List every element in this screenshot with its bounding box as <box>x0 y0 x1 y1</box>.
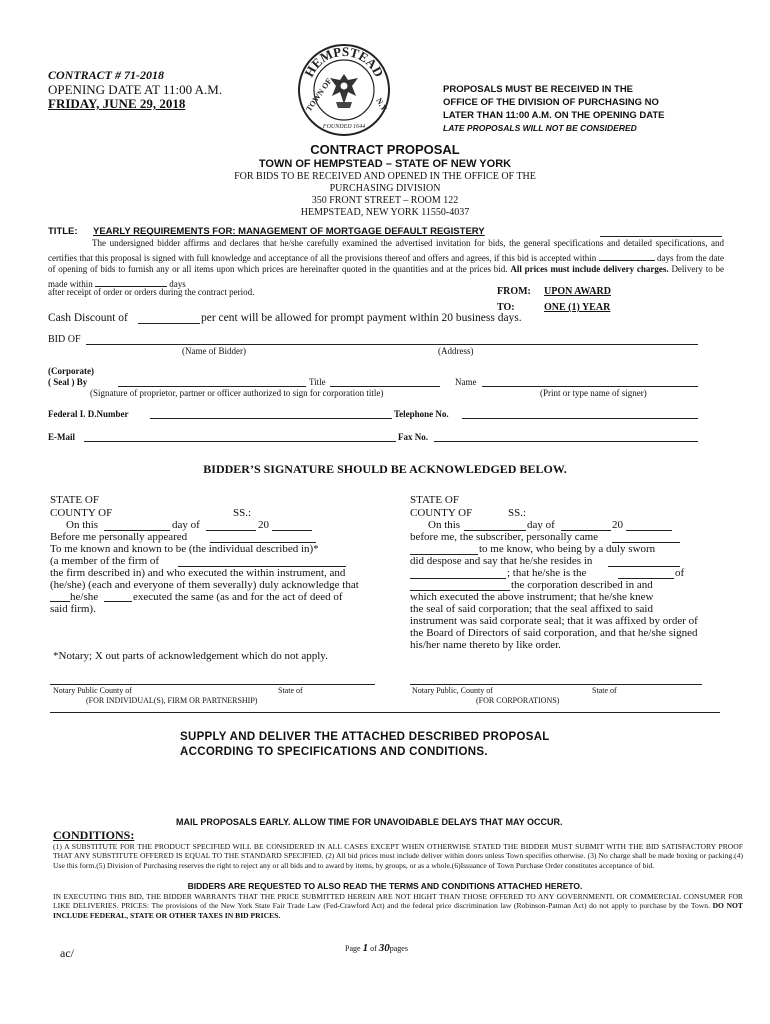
to-label: TO: <box>497 302 515 313</box>
telephone-label: Telephone No. <box>394 409 449 419</box>
cash-discount-text: per cent will be allowed for prompt payment within 20 business days. <box>201 312 522 324</box>
delivery-charges-note: All prices must include delivery charges. <box>510 264 669 274</box>
notice-line-2: OFFICE OF THE DIVISION OF PURCHASING NO <box>443 97 659 108</box>
title-field[interactable] <box>330 386 440 387</box>
mail-early-notice: MAIL PROPOSALS EARLY. ALLOW TIME FOR UNAVOIDABLE DELAYS THAT MAY OCCUR. <box>176 817 563 827</box>
left-notary-for: (FOR INDIVIDUAL(S), FIRM OR PARTNERSHIP) <box>86 696 258 705</box>
name-field-label: Name <box>455 377 477 387</box>
delivery-days-field[interactable] <box>95 276 167 287</box>
footer-initials: ac/ <box>60 946 74 960</box>
left-he-she-blank-2[interactable] <box>104 601 132 602</box>
town-heading: TOWN OF HEMPSTEAD – STATE OF NEW YORK <box>258 158 512 170</box>
signature-caption: (Signature of proprietor, partner or officer authorized to sign for corporation title) <box>90 388 384 398</box>
right-line-4: ; that he/she is the <box>507 567 587 579</box>
affirmation-text: The undersigned bidder affirms and declares that he/she carefully examined the advertised invitation for bids, the general specifications and detailed specifications, and certifies that this proposal is signed with full knowledge and acceptance of all the provisions thereof and offers and agrees, if this bid is accepted within <box>48 238 724 263</box>
right-line-5: the corporation described in and <box>511 579 653 591</box>
left-state-label: STATE OF <box>50 494 99 506</box>
right-resides-field[interactable] <box>608 566 680 567</box>
right-line-10: his/her name thereto by like order. <box>410 639 561 651</box>
right-resides-field-2[interactable] <box>410 578 506 579</box>
right-year-field[interactable] <box>626 530 672 531</box>
left-line-1: Before me personally appeared <box>50 531 188 543</box>
seal-by-label: ( Seal ) By <box>48 377 88 387</box>
right-on-this: On this <box>428 519 461 531</box>
left-ss-label: SS.: <box>233 507 252 519</box>
left-line-4: the firm described in) and who executed the within instrument, and <box>50 567 346 579</box>
name-of-bidder-caption: (Name of Bidder) <box>182 346 246 356</box>
left-notary-signature-field[interactable] <box>50 684 375 685</box>
section-divider <box>50 712 720 713</box>
bid-location-line-3: 350 FRONT STREET – ROOM 122 <box>311 195 459 206</box>
title-field-label: Title <box>309 377 326 387</box>
right-line-8: instrument was said corporate seal; that it was affixed by order of <box>410 615 698 627</box>
right-line-7: the seal of said corporation; that the seal affixed to said <box>410 603 653 615</box>
seal-left-text: TOWN OF <box>304 76 334 114</box>
bid-of-label: BID OF <box>48 334 81 345</box>
left-line-2: To me known and known to be (the individual described in)* <box>50 543 319 555</box>
affirmation-text-2: days from the date of opening of bids to furnish any or all items upon which prices are hereinafter quoted in the quantities and at the prices bid. <box>48 252 725 274</box>
print-name-caption: (Print or type name of signer) <box>540 388 647 398</box>
right-line-9: the Board of Directors of said corporation, and that he/she signed <box>410 627 698 639</box>
fax-label: Fax No. <box>398 432 428 442</box>
contract-number: CONTRACT # 71-2018 <box>48 68 165 82</box>
acceptance-days-field[interactable] <box>599 250 655 261</box>
notice-line-4: LATE PROPOSALS WILL NOT BE CONSIDERED <box>443 123 637 133</box>
email-label: E-Mail <box>48 432 75 442</box>
right-year-label: 20 <box>612 519 623 531</box>
to-value: ONE (1) YEAR <box>544 302 611 313</box>
right-notary-state: State of <box>592 686 617 695</box>
bidders-request-note: BIDDERS ARE REQUESTED TO ALSO READ THE TERMS AND CONDITIONS ATTACHED HERETO. <box>187 881 583 891</box>
left-line-6b: executed the same (as and for the act of deed of <box>133 591 343 603</box>
proposal-title: YEARLY REQUIREMENTS FOR: MANAGEMENT OF MORTGAGE DEFAULT REGISTERY <box>93 226 485 237</box>
left-line-6a: he/she <box>70 591 99 603</box>
corporate-label: (Corporate) <box>48 366 94 376</box>
email-field[interactable] <box>84 441 396 442</box>
left-line-5: (he/she) (each and everyone of them severally) duly acknowledge that <box>50 579 359 591</box>
conditions-paragraph-1: (1) A SUBSTITUTE FOR THE PRODUCT SPECIFIED WILL BE CONSIDERED IN ALL CASES EXCEPT WHEN OTHERWISE STATED THE BIDDER MUST SUBMIT WITH THE BID SATISFACTORY PROOF THAT ANY SUBSTITUTE OFFERED IS EQUAL TO THE STANDARD SPECIFIED. (2) All bid prices must include deliver within doors unless Town specifies otherwise. (3) No charge shall be made boxing or packing.(4) Use this form.(5) Division of Purchasing reserves the right to reject any or all bids and to award by items, by groups, or as a whole.(6)Issuance of Town Purchase Order constitutes acceptance of bid. <box>53 842 743 870</box>
acknowledgement-heading: BIDDER’S SIGNATURE SHOULD BE ACKNOWLEDGED BELOW. <box>203 462 567 476</box>
right-day-of: day of <box>527 519 555 531</box>
page-title: CONTRACT PROPOSAL <box>310 142 460 157</box>
right-notary-for: (FOR CORPORATIONS) <box>476 696 560 705</box>
cash-discount-field[interactable] <box>138 323 200 324</box>
left-line-3: (a member of the firm of <box>50 555 160 567</box>
right-state-label: STATE OF <box>410 494 459 506</box>
left-notary-state: State of <box>278 686 303 695</box>
supply-line-2: ACCORDING TO SPECIFICATIONS AND CONDITIONS. <box>180 746 488 758</box>
right-line-6: which executed the above instrument; that he/she knew <box>410 591 654 603</box>
page-of: of <box>370 944 377 953</box>
left-month-field[interactable] <box>206 530 256 531</box>
bid-of-field[interactable] <box>86 344 698 345</box>
page-indicator <box>345 942 408 954</box>
left-day-of: day of <box>172 519 200 531</box>
bid-location-line-1: FOR BIDS TO BE RECEIVED AND OPENED IN THE OFFICE OF THE <box>234 171 536 182</box>
title-label: TITLE: <box>48 226 78 237</box>
cash-discount-label: Cash Discount of <box>48 312 128 324</box>
left-county-label: COUNTY OF <box>50 507 113 519</box>
from-value: UPON AWARD <box>544 286 611 297</box>
left-year-field[interactable] <box>272 530 312 531</box>
right-notary-signature-field[interactable] <box>410 684 702 685</box>
from-label: FROM: <box>497 286 531 297</box>
warranty-text: IN EXECUTING THIS BID, THE BIDDER WARRANTS THAT THE PRICE SUBMITTED HEREIN ARE NOT HIGHT THAN THOSE OFFERED TO ANY GOVERNMENTL OR COMMERCIAL CONSUMER FOR LIKE DELIVERIES. PRICES: The provisions of the New York State Fair Trade Law (Fed-Crawford Act) and the federal price discrimination law (Robinson-Patman Act) do not apply to purchase by the Town. <box>53 892 743 911</box>
seal-right-text: N.Y. <box>374 96 390 114</box>
opening-date: FRIDAY, JUNE 29, 2018 <box>48 96 186 111</box>
bid-location-line-2: PURCHASING DIVISION <box>329 183 441 194</box>
seal-bottom-text: FOUNDED 1644 <box>322 124 366 130</box>
page-label: Page <box>345 944 361 953</box>
supply-line-1: SUPPLY AND DELIVER THE ATTACHED DESCRIBED PROPOSAL <box>180 731 550 743</box>
after-receipt-text: after receipt of order or orders during the contract period. <box>48 287 255 297</box>
delivery-text: Delivery to be made within <box>48 264 725 289</box>
name-field[interactable] <box>482 386 698 387</box>
left-on-this: On this <box>66 519 99 531</box>
right-county-label: COUNTY OF <box>410 507 473 519</box>
telephone-field[interactable] <box>462 418 698 419</box>
tax-note: DO NOT INCLUDE FEDERAL, STATE OR OTHER TAXES IN BID PRICES. <box>53 901 743 920</box>
conditions-paragraph-2 <box>53 892 743 920</box>
address-caption: (Address) <box>438 346 474 356</box>
town-seal-icon <box>296 42 392 138</box>
notice-line-1: PROPOSALS MUST BE RECEIVED IN THE <box>443 84 634 95</box>
right-line-3: did despose and say that he/she resides in <box>410 555 593 567</box>
left-line-7: said firm). <box>50 603 96 615</box>
proposal-paragraph <box>48 238 724 290</box>
left-notary-county: Notary Public County of <box>53 686 132 695</box>
page-total: 30 <box>378 942 390 954</box>
signature-field[interactable] <box>118 386 306 387</box>
notice-line-3: LATER THAN 11:00 A.M. ON THE OPENING DATE <box>443 110 665 121</box>
right-line-4b: of <box>675 567 685 579</box>
page-number: 1 <box>362 942 369 954</box>
opening-time: OPENING DATE AT 11:00 A.M. <box>48 82 223 97</box>
federal-id-label: Federal I. D.Number <box>48 409 129 419</box>
days-text: days <box>169 278 186 289</box>
left-he-she-blank-1[interactable] <box>50 601 70 602</box>
seal-top-text: HEMPSTEAD <box>301 43 387 80</box>
conditions-heading: CONDITIONS: <box>53 828 135 842</box>
federal-id-field[interactable] <box>150 418 392 419</box>
fax-field[interactable] <box>434 441 698 442</box>
right-line-2: to me know, who being by a duly sworn <box>479 543 656 555</box>
pages-label: pages <box>389 944 408 953</box>
right-notary-county: Notary Public, County of <box>412 686 493 695</box>
bid-location-line-4: HEMPSTEAD, NEW YORK 11550-4037 <box>300 207 470 218</box>
notary-note: *Notary; X out parts of acknowledgement which do not apply. <box>53 650 328 662</box>
right-ss-label: SS.: <box>508 507 527 519</box>
left-year-label: 20 <box>258 519 269 531</box>
right-line-1: before me, the subscriber, personally came <box>410 531 599 543</box>
